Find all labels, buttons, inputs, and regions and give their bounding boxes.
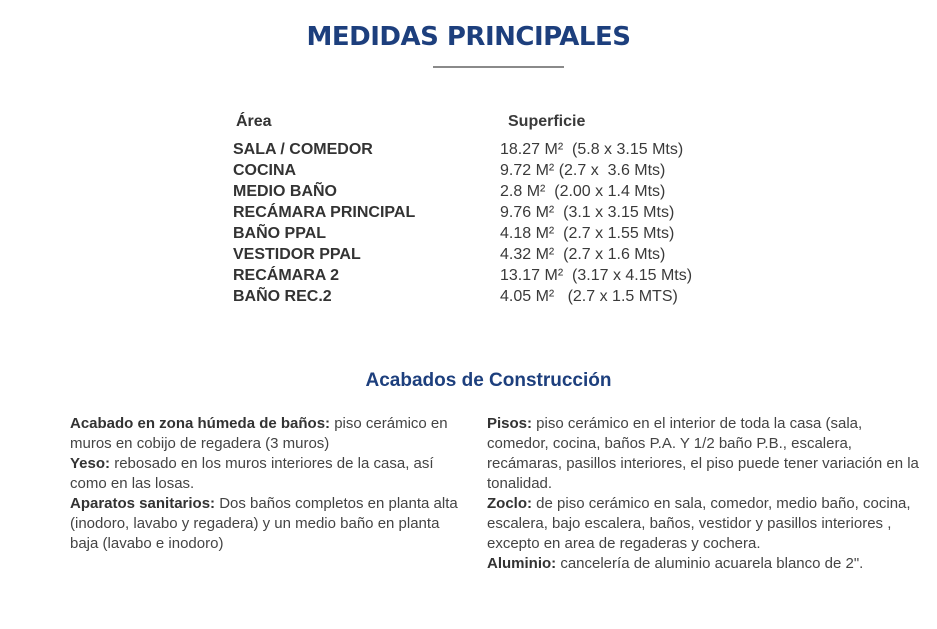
row-surface: 4.18 M² (2.7 x 1.55 Mts) — [500, 225, 675, 242]
finishes-left-column — [70, 414, 465, 554]
table-header — [233, 113, 753, 141]
row-area: VESTIDOR PPAL — [233, 246, 361, 263]
finish-label: Aparatos sanitarios: — [70, 495, 216, 512]
table-row — [233, 183, 753, 204]
finish-text: rebosado en los muros interiores de la casa, así como en las losas. — [70, 455, 434, 492]
table-row — [233, 246, 753, 267]
header-area: Área — [236, 113, 272, 130]
finish-item-wet-zone — [70, 414, 465, 454]
finish-text: de piso cerámico en sala, comedor, medio baño, cocina, escalera, bajo escalera, baños, vestidor y pasillos interiores , excepto en area de regaderas y cochera. — [487, 495, 911, 552]
row-surface: 18.27 M² (5.8 x 3.15 Mts) — [500, 141, 684, 158]
row-area: BAÑO PPAL — [233, 225, 327, 242]
finish-label: Acabado en zona húmeda de baños: — [70, 415, 331, 432]
finish-text: Dos baños completos en planta alta (inodoro, lavabo y regadera) y un medio baño en planta baja (lavabo e inodoro) — [70, 495, 458, 552]
finish-text: piso cerámico en el interior de toda la casa (sala, comedor, cocina, baños P.A. Y 1/2 baño P.B., escalera, recámaras, pasillos interiores, el piso puede tener variación en la tonalidad. — [487, 415, 919, 492]
finish-item-pisos — [487, 414, 927, 494]
row-surface: 2.8 M² (2.00 x 1.4 Mts) — [500, 183, 666, 200]
row-surface: 4.32 M² (2.7 x 1.6 Mts) — [500, 246, 666, 263]
table-row — [233, 162, 753, 183]
table-row — [233, 288, 753, 309]
row-surface: 4.05 M² (2.7 x 1.5 MTS) — [500, 288, 678, 305]
row-area: MEDIO BAÑO — [233, 183, 337, 200]
page-title: MEDIDAS PRINCIPALES — [306, 22, 631, 52]
finish-label: Yeso: — [70, 455, 111, 472]
row-area: COCINA — [233, 162, 297, 179]
header-surface: Superficie — [508, 113, 586, 130]
finish-label: Aluminio: — [487, 555, 557, 572]
finish-item-aluminio — [487, 554, 927, 574]
table-row — [233, 225, 753, 246]
row-surface: 13.17 M² (3.17 x 4.15 Mts) — [500, 267, 693, 284]
row-surface: 9.72 M² (2.7 x 3.6 Mts) — [500, 162, 666, 179]
finish-item-yeso — [70, 454, 465, 494]
finish-label: Pisos: — [487, 415, 533, 432]
table-row — [233, 204, 753, 225]
table-row — [233, 267, 753, 288]
finishes-right-column — [487, 414, 927, 574]
finishes-title: Acabados de Construcción — [365, 370, 612, 391]
row-area: RECÁMARA PRINCIPAL — [233, 204, 416, 221]
finish-text: cancelería de aluminio acuarela blanco de 2". — [556, 555, 864, 572]
title-divider — [433, 66, 564, 68]
finish-label: Zoclo: — [487, 495, 532, 512]
row-area: RECÁMARA 2 — [233, 267, 340, 284]
row-surface: 9.76 M² (3.1 x 3.15 Mts) — [500, 204, 675, 221]
finish-text: piso cerámico en muros en cobijo de regadera (3 muros) — [70, 415, 448, 452]
finish-item-sanitarios — [70, 494, 465, 554]
row-area: BAÑO REC.2 — [233, 288, 332, 305]
finish-item-zoclo — [487, 494, 927, 554]
table-row — [233, 141, 753, 162]
row-area: SALA / COMEDOR — [233, 141, 373, 158]
measurements-table — [233, 113, 753, 309]
